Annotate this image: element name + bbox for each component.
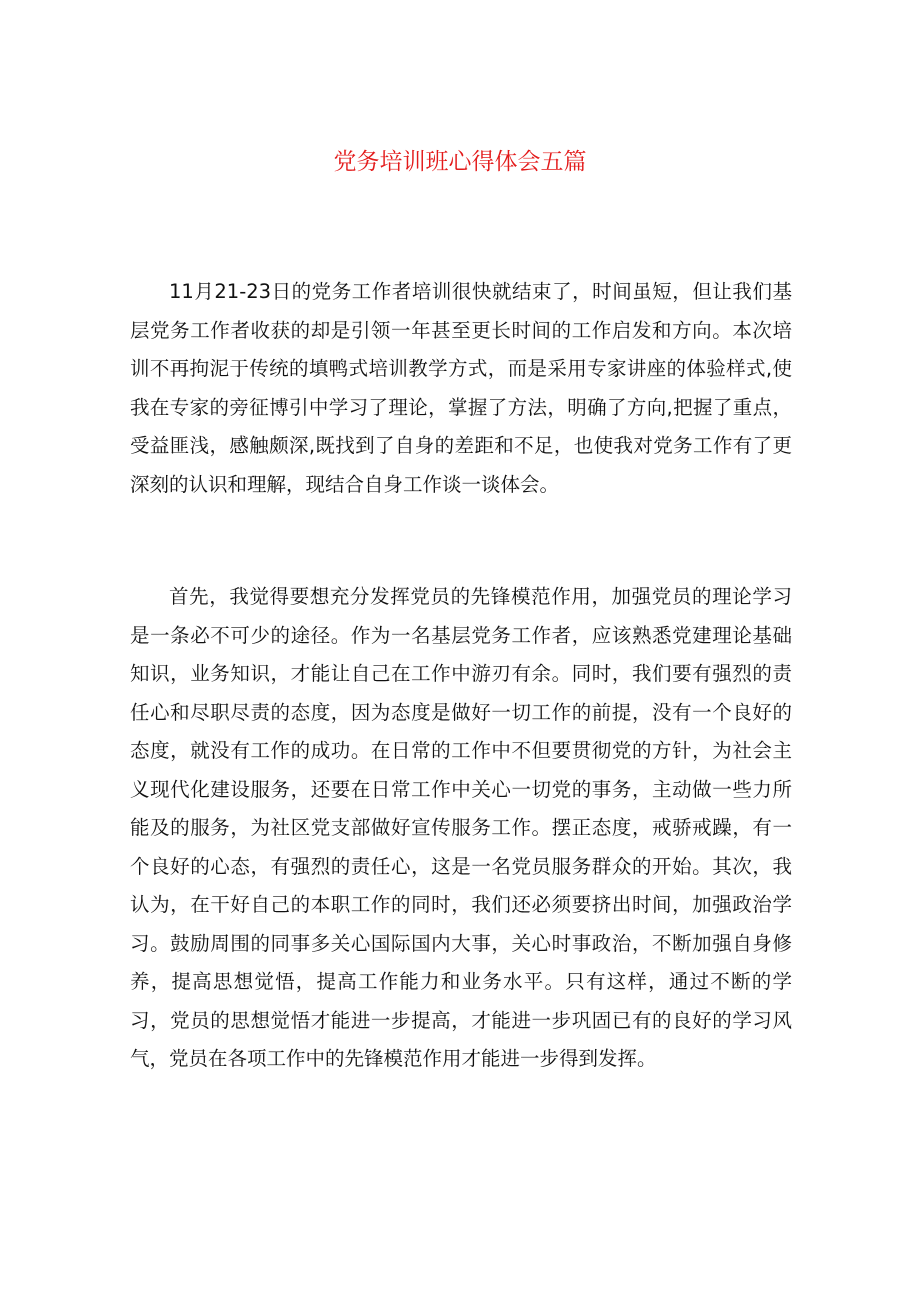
document-title: 党务培训班心得体会五篇 <box>333 149 587 175</box>
paragraph-2: 首先，我觉得要想充分发挥党员的先锋模范作用，加强党员的理论学习是一条必不可少的途径。作为一名基层党务工作者，应该熟悉党建理论基础知识，业务知识，才能让自己在工作中游刃有余。同时，我们要有强烈的责任心和尽职尽责的态度，因为态度是做好一切工作的前提，没有一个良好的态度，就没有工作的成功。在日常的工作中不但要贯彻党的方针，为社会主义现代化建设服务，还要在日常工作中关心一切党的事务，主动做一些力所能及的服务，为社区党支部做好宣传服务工作。摆正态度，戒骄戒躁，有一个良好的心态，有强烈的责任心，这是一名党员服务群众的开始。其次，我认为，在干好自己的本职工作的同时，我们还必须要挤出时间，加强政治学习。鼓励周围的同事多关心国际国内大事，关心时事政治，不断加强自身修养，提高思想觉悟，提高工作能力和业务水平。只有这样，通过不断的学习，党员的思想觉悟才能进一步提高，才能进一步巩固已有的良好的学习风气，党员在各项工作中的先锋模范作用才能进一步得到发挥。 <box>130 585 792 1070</box>
paragraph-1: 11月21-23日的党务工作者培训很快就结束了，时间虽短，但让我们基层党务工作者收获的却是引领一年甚至更长时间的工作启发和方向。本次培训不再拘泥于传统的填鸭式培训教学方式，而是采用专家讲座的体验样式,使我在专家的旁征博引中学习了理论，掌握了方法，明确了方向,把握了重点，受益匪浅，感触颇深,既找到了自身的差距和不足，也使我对党务工作有了更深刻的认识和理解，现结合自身工作谈一谈体会。 <box>130 280 792 496</box>
